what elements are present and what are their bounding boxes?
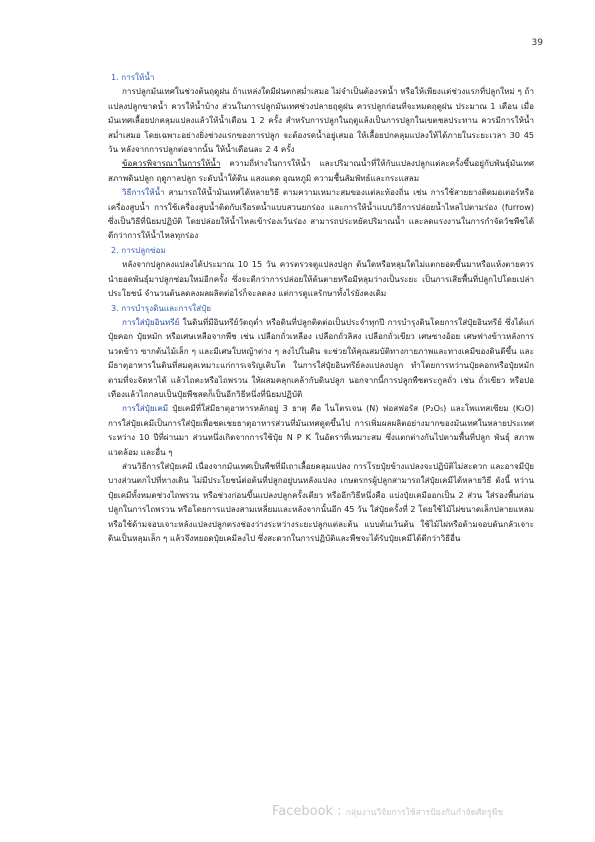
section-heading-replanting: 2. การปลูกซ่อม — [111, 244, 166, 255]
paragraph-replanting: หลังจากปลูกลงแปลงได้ประมาณ 10 15 วัน ควรตรวจดูแปลงปลูก ต้นใดหรือหลุมใดไม่แตกยอดขึ้นมาหรือแห้งตายควรนำยอดพันธุ์มาปลูกซ่อมใหม่อีกครั้ง ซึ่งจะดีกว่าการปล่อยให้ต้นตายหรือมีหลุมว่างเป็นระยะ เป็นการเสียพื้นที่ปลูกไปโดยเปล่าประโยชน์ จำนวนต้นลดลงผลผลิตต่อไร่ก็จะลดลง แต่การดูแลรักษาทั้งไร่ยังคงเดิม — [108, 259, 534, 299]
organic-fertilizer-text: ในดินที่มีอินทรีย์วัตถุต่ำ หรือดินที่ปลูกติดต่อเป็นประจำทุกปี การบำรุงดินโดยการใส่ปุ๋ยอินทรีย์ ซึ่งได้แก่ ปุ๋ยคอก ปุ๋ยหมัก หรือเศษเหลือจากพืช เช่น เปลือกถั่วเหลือง เปลือกถั่วลิสง เปลือกถั่วเขียว เศษซางอ้อย เศษฟางข้าวหลังการนวดข้าว ซากต้นไม้เล็ก ๆ และมีเศษใบหญ้าต่าง ๆ ลงไปในดิน จะช่วยให้คุณสมบัติทางกายภาพและทางเคมีของดินดีขึ้น และมีธาตุอาหารในดินที่สมดุลเหมาะแก่การเจริญเติบโต ในการใส่ปุ๋ยอินทรีย์ลงแปลงปลูก ทำโดยการหว่านปุ๋ยคอกหรือปุ๋ยหมักตามที่จะจัดหาได้ แล้วไถคะหรือไถพรวน ให้ผสมคลุกเคล้ากับดินปลูก นอกจากนี้การปลูกพืชตระกูลถั่ว เช่น ถั่วเขียว หรือปอเทืองแล้วไถกลบเป็นปุ๋ยพืชสดก็เป็นอีกวิธีหนึ่งที่นิยมปฏิบัติ — [108, 316, 534, 399]
footer-watermark — [272, 800, 562, 819]
considerations-text: ความถี่ห่างในการให้น้ำ และปริมาณน้ำที่ให้กับแปลงปลูกแต่ละครั้งขึ้นอยู่กับพันธุ์มันเทศ สภาพดินปลูก ฤดูกาลปลูก ระดับน้ำใต้ดิน แสงแดด อุณหภูมิ ความชื้นสัมพัทธ์และกระแสลม — [108, 158, 534, 183]
footer-group-name: กลุ่มงานวิจัยการใช้สารป้องกันกำจัดศัตรูพืช — [345, 808, 503, 818]
section-heading-fertilizing: 3. การบำรุงดินและการใส่ปุ๋ย — [111, 302, 211, 313]
considerations-lead: ข้อควรพิจารณาในการให้น้ำ — [122, 158, 221, 169]
organic-fertilizer-lead: การใส่ปุ๋ยอินทรีย์ — [122, 316, 180, 327]
chemical-fertilizer-text: ปุ๋ยเคมีที่ใส่มีธาตุอาหารหลักอยู่ 3 ธาตุ คือ ไนโตรเจน (N) ฟอสฟอรัส (P₂O₅) และโพแทสเซียม (K₂O) การใส่ปุ๋ยเคมีเป็นการใส่ปุ๋ยเพื่อชดเชยธาตุอาหารส่วนที่มันเทศดูดขึ้นไป การเพิ่มผลผลิตอย่างมากของมันเทศในหลายประเทศระหว่าง 10 ปีที่ผ่านมา ส่วนหนึ่งเกิดจากการใช้ปุ๋ย N P K ในอัตราที่เหมาะสม ซึ่งแตกต่างกันไปตามพื้นที่ปลูก พันธุ์ สภาพแวดล้อม และอื่น ๆ — [108, 403, 534, 457]
paragraph-watering-intro: การปลูกมันเทศในช่วงต้นฤดูฝน ถ้าแหล่งใดมีฝนตกสม่ำเสมอ ไม่จำเป็นต้องรดน้ำ หรือให้เพียงแต่ช่วงแรกที่ปลูกใหม่ ๆ ถ้าแปลงปลูกขาดน้ำ ควรให้น้ำบ้าง ส่วนในการปลูกมันเทศช่วงปลายฤดูฝน ควรปลูกก่อนที่จะหมดฤดูฝน ประมาณ 1 เดือน เมื่อมันเทศเลื้อยปกคลุมแปลงแล้วให้น้ำเดือน 1 2 ครั้ง สำหรับการปลูกในฤดูแล้งเป็นการปลูกในเขตชลประทาน ควรมีการให้น้ำสม่ำเสมอ โดยเฉพาะอย่างยิ่งช่วงแรกของการปลูก จะต้องรดน้ำอยู่เสมอ ให้เลื้อยปกคลุมแปลงให้ได้ภายในระยะเวลา 30 45 วัน หลังจากการปลูกต่อจากนั้น ให้น้ำเดือนละ 2 4 ครั้ง — [108, 86, 534, 155]
paragraph-fertilizer-methods: ส่วนวิธีการใส่ปุ๋ยเคมี เนื่องจากมันเทศเป็นพืชที่มีเถาเลื้อยคลุมแปลง การโรยปุ๋ยข้างแปลงจะปฏิบัติไม่สะดวก และอาจมีปุ๋ยบางส่วนตกไปที่ทางเดิน ไม่มีประโยชน์ต่อต้นที่ปลูกอยู่บนหลังแปลง เกษตรกรผู้ปลูกสามารถใส่ปุ๋ยเคมีได้หลายวิธี ดังนี้ หว่านปุ๋ยเคมีทั้งหมดช่วงไถพรวน หรือช่วงก่อนขึ้นแปลงปลูกครั้งเดียว หรืออีกวิธีหนึ่งคือ แบ่งปุ๋ยเคมีออกเป็น 2 ส่วน ใส่รองพื้นก่อนปลูกในการไถพรวน หรือโดยการแปลงสามเหลี่ยมและหลังจากนั้นอีก 45 วัน ใส่ปุ๋ยครั้งที่ 2 โดยใช้ไม้ไผ่ขนาดเล็กปลายแหลม หรือใช้ด้ามจอบเจาะหลังแปลงปลูกตรงช่องว่างระหว่างระยะปลูกแต่ละต้น แบบต้นเว้นต้น ใช้ไม้ไผ่หรือด้ามจอบดันกลัวเจาะดินเป็นหลุมเล็ก ๆ แล้วจึงหยอดปุ๋ยเคมีลงไป ซึ่งสะดวกในการปฏิบัติและพืชจะได้รับปุ๋ยเคมีได้ดีกว่าวิธีอื่น — [108, 460, 534, 543]
paragraph-chemical-fertilizer — [108, 401, 534, 459]
paragraph-watering-considerations — [108, 156, 534, 185]
footer-facebook: Facebook — [272, 804, 334, 819]
methods-text: สามารถให้น้ำมันเทศได้หลายวิธี ตามความเหมาะสมของแต่ละท้องถิ่น เช่น การใช้สายยางติดมอเตอร์หรือเครื่องสูบน้ำ การใช้เครื่องสูบน้ำติดกับเรือรดน้ำแบบสวนยกร่อง และการให้น้ำแบบวิธีการปล่อยน้ำไหลไปตามร่อง (furrow) ซึ่งเป็นวิธีที่นิยมปฏิบัติ โดยปล่อยให้น้ำไหลเข้าร่องเว้นร่อง สามารถประหยัดปริมาณน้ำ และลดแรงงานในการกำจัดวัชพืชได้ดีกว่าการให้น้ำไหลทุกร่อง — [108, 187, 534, 241]
footer-separator: : — [333, 804, 346, 819]
methods-lead: วิธีการให้น้ำ — [122, 187, 165, 198]
paragraph-organic-fertilizer — [108, 315, 534, 401]
page-content — [108, 70, 534, 545]
page-number: 39 — [531, 38, 543, 48]
section-heading-watering: 1. การให้น้ำ — [111, 72, 155, 82]
chemical-fertilizer-lead: การใส่ปุ๋ยเคมี — [122, 403, 169, 414]
paragraph-watering-methods — [108, 185, 534, 243]
